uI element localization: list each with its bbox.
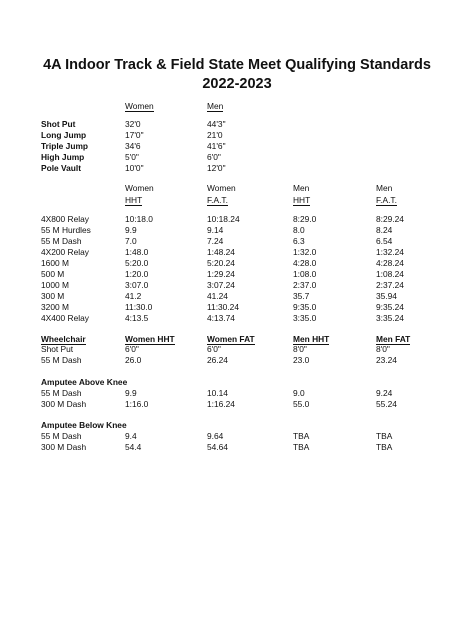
field-event-name: Pole Vault [41, 163, 82, 173]
document-title: 4A Indoor Track & Field State Meet Qualifying Standards [43, 57, 431, 73]
running-men-hht: 6.3 [293, 236, 305, 246]
running-women-hht: 11:30.0 [125, 302, 153, 312]
amputee-above-women-fat: 10.14 [207, 388, 228, 398]
wheelchair-event-name: 55 M Dash [41, 355, 82, 365]
field-event-name: Triple Jump [41, 141, 89, 151]
running-header-bottom: F.A.T. [207, 195, 228, 205]
amputee-above-event-name: 55 M Dash [41, 388, 82, 398]
running-women-fat: 10:18.24 [207, 214, 240, 224]
field-header-women: Women [125, 101, 154, 111]
running-women-fat: 5:20.24 [207, 258, 235, 268]
running-header-bottom: HHT [293, 195, 311, 205]
running-men-fat: 3:35.24 [376, 313, 404, 323]
amputee-above-women-fat: 1:16.24 [207, 399, 235, 409]
running-header-bottom: F.A.T. [376, 195, 397, 205]
wheelchair-label: Wheelchair [41, 334, 86, 344]
running-women-hht: 41.2 [125, 291, 142, 301]
running-event-name: 1600 M [41, 258, 69, 268]
running-event-name: 55 M Hurdles [41, 225, 91, 235]
running-men-hht: 4:28.0 [293, 258, 317, 268]
running-men-hht: 2:37.0 [293, 280, 317, 290]
running-header-top: Women [125, 183, 154, 193]
running-women-hht: 5:20.0 [125, 258, 149, 268]
wheelchair-women-hht: 6'0" [125, 344, 139, 354]
running-women-hht: 7.0 [125, 236, 137, 246]
running-women-hht: 1:20.0 [125, 269, 149, 279]
amputee-above-men-hht: 9.0 [293, 388, 305, 398]
running-women-hht: 9.9 [125, 225, 137, 235]
field-men-mark: 12'0" [207, 163, 226, 173]
running-men-fat: 4:28.24 [376, 258, 404, 268]
wheelchair-header: Men HHT [293, 334, 330, 344]
field-women-mark: 34'6 [125, 141, 141, 151]
running-men-fat: 1:32.24 [376, 247, 404, 257]
wheelchair-men-hht: 23.0 [293, 355, 310, 365]
field-event-name: High Jump [41, 152, 85, 162]
running-men-hht: 1:08.0 [293, 269, 317, 279]
running-women-hht: 10:18.0 [125, 214, 153, 224]
running-event-name: 500 M [41, 269, 65, 279]
wheelchair-men-fat: 23.24 [376, 355, 397, 365]
wheelchair-header: Women FAT [207, 334, 255, 344]
running-men-fat: 9:35.24 [376, 302, 404, 312]
running-women-fat: 3:07.24 [207, 280, 235, 290]
amputee-below-men-hht: TBA [293, 442, 310, 452]
running-women-hht: 1:48.0 [125, 247, 149, 257]
running-women-fat: 4:13.74 [207, 313, 235, 323]
running-men-hht: 8:29.0 [293, 214, 317, 224]
field-women-mark: 5'0" [125, 152, 139, 162]
running-event-name: 4X400 Relay [41, 313, 89, 323]
running-event-name: 4X200 Relay [41, 247, 89, 257]
running-header-bottom: HHT [125, 195, 143, 205]
field-header-men: Men [207, 101, 224, 111]
running-header-top: Men [293, 183, 310, 193]
running-women-hht: 4:13.5 [125, 313, 149, 323]
field-men-mark: 44'3" [207, 119, 226, 129]
running-women-fat: 41.24 [207, 291, 228, 301]
wheelchair-event-name: Shot Put [41, 344, 74, 354]
running-men-hht: 35.7 [293, 291, 310, 301]
amputee-below-men-hht: TBA [293, 431, 310, 441]
amputee-below-women-fat: 9.64 [207, 431, 224, 441]
amputee-below-event-name: 300 M Dash [41, 442, 87, 452]
wheelchair-header: Women HHT [125, 334, 175, 344]
wheelchair-header: Men FAT [376, 334, 411, 344]
running-event-name: 3200 M [41, 302, 69, 312]
running-event-name: 4X800 Relay [41, 214, 89, 224]
running-women-fat: 1:29.24 [207, 269, 235, 279]
running-men-hht: 8.0 [293, 225, 305, 235]
field-men-mark: 41'6" [207, 141, 226, 151]
field-event-name: Shot Put [41, 119, 76, 129]
wheelchair-women-fat: 6'0" [207, 344, 221, 354]
running-men-fat: 2:37.24 [376, 280, 404, 290]
running-men-fat: 35.94 [376, 291, 397, 301]
amputee-below-women-hht: 54.4 [125, 442, 142, 452]
amputee-below-label: Amputee Below Knee [41, 420, 127, 430]
amputee-below-event-name: 55 M Dash [41, 431, 82, 441]
running-women-fat: 11:30.24 [207, 302, 239, 312]
running-men-hht: 9:35.0 [293, 302, 317, 312]
running-men-fat: 8.24 [376, 225, 393, 235]
field-women-mark: 32'0 [125, 119, 141, 129]
wheelchair-men-hht: 8'0" [293, 344, 307, 354]
amputee-above-women-hht: 9.9 [125, 388, 137, 398]
running-women-fat: 9.14 [207, 225, 224, 235]
amputee-above-label: Amputee Above Knee [41, 377, 128, 387]
amputee-below-men-fat: TBA [376, 442, 393, 452]
running-women-fat: 1:48.24 [207, 247, 235, 257]
field-women-mark: 17'0" [125, 130, 144, 140]
amputee-above-men-fat: 55.24 [376, 399, 397, 409]
amputee-below-women-fat: 54.64 [207, 442, 228, 452]
running-event-name: 300 M [41, 291, 65, 301]
amputee-below-men-fat: TBA [376, 431, 393, 441]
amputee-above-women-hht: 1:16.0 [125, 399, 149, 409]
amputee-below-women-hht: 9.4 [125, 431, 137, 441]
field-men-mark: 21'0 [207, 130, 223, 140]
amputee-above-men-hht: 55.0 [293, 399, 310, 409]
running-women-hht: 3:07.0 [125, 280, 149, 290]
running-event-name: 55 M Dash [41, 236, 82, 246]
running-header-top: Men [376, 183, 393, 193]
wheelchair-women-fat: 26.24 [207, 355, 228, 365]
running-event-name: 1000 M [41, 280, 69, 290]
running-men-fat: 6.54 [376, 236, 393, 246]
field-women-mark: 10'0" [125, 163, 144, 173]
running-women-fat: 7.24 [207, 236, 224, 246]
running-men-hht: 3:35.0 [293, 313, 317, 323]
running-men-fat: 1:08.24 [376, 269, 404, 279]
running-men-fat: 8:29.24 [376, 214, 404, 224]
wheelchair-men-fat: 8'0" [376, 344, 390, 354]
field-event-name: Long Jump [41, 130, 87, 140]
field-men-mark: 6'0" [207, 152, 221, 162]
document-year: 2022-2023 [202, 76, 272, 92]
amputee-above-men-fat: 9.24 [376, 388, 393, 398]
running-header-top: Women [207, 183, 236, 193]
wheelchair-women-hht: 26.0 [125, 355, 142, 365]
running-men-hht: 1:32.0 [293, 247, 317, 257]
amputee-above-event-name: 300 M Dash [41, 399, 87, 409]
